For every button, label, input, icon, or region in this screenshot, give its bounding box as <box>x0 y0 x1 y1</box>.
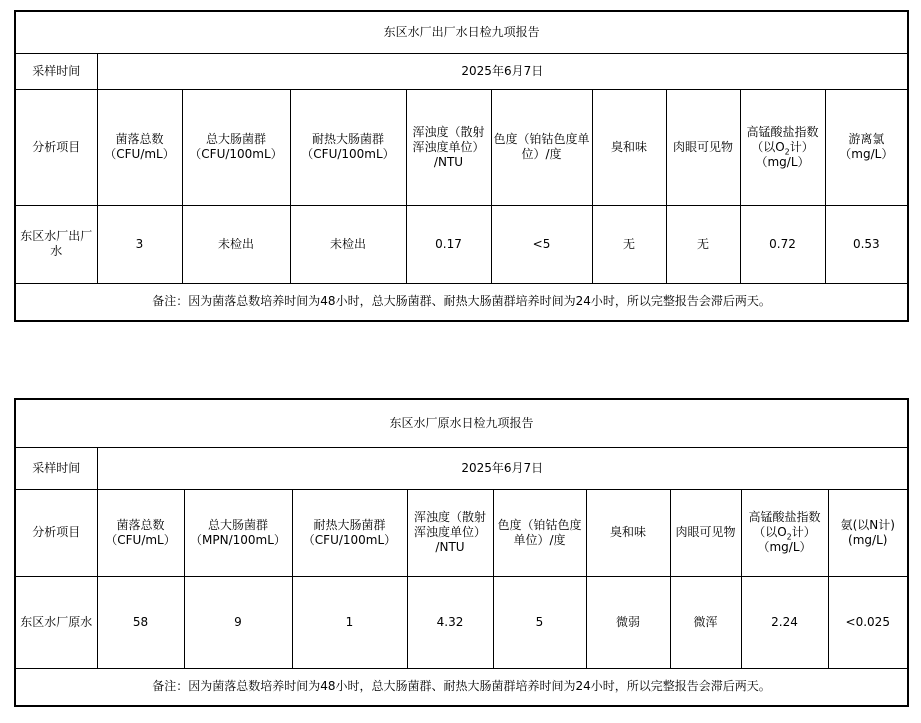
value-total-bacteria: 58 <box>97 576 184 668</box>
value-ammonia-nitrogen: <0.025 <box>828 576 908 668</box>
raw-water-report-table <box>14 398 909 707</box>
report-note: 备注：因为菌落总数培养时间为48小时，总大肠菌群、耐热大肠菌群培养时间为24小时，所以完整报告会滞后两天。 <box>15 283 908 321</box>
sample-name: 东区水厂出厂水 <box>15 205 97 283</box>
value-total-bacteria: 3 <box>97 205 182 283</box>
analysis-item-label: 分析项目 <box>15 89 97 205</box>
value-turbidity: 4.32 <box>407 576 493 668</box>
header-ammonia-nitrogen: 氨(以N计) (mg/L) <box>828 489 908 576</box>
value-chromaticity: 5 <box>493 576 586 668</box>
header-turbidity: 浑浊度（散射浑浊度单位） /NTU <box>406 89 491 205</box>
header-visible-matter: 肉眼可见物 <box>666 89 740 205</box>
sample-name: 东区水厂原水 <box>15 576 97 668</box>
header-thermotolerant-coliforms: 耐热大肠菌群 （CFU/100mL） <box>292 489 407 576</box>
header-thermotolerant-coliforms: 耐热大肠菌群 （CFU/100mL） <box>290 89 406 205</box>
header-total-bacteria: 菌落总数 （CFU/mL） <box>97 489 184 576</box>
sampling-time-label: 采样时间 <box>15 53 97 89</box>
header-permanganate-index: 高锰酸盐指数（以$O_2$计） （mg/L） <box>740 89 825 205</box>
header-chromaticity: 色度（铂钴色度单位）/度 <box>491 89 592 205</box>
sampling-time-label: 采样时间 <box>15 447 97 489</box>
value-visible-matter: 无 <box>666 205 740 283</box>
header-permanganate-index: 高锰酸盐指数（以$O_2$计） （mg/L） <box>741 489 828 576</box>
report-title: 东区水厂原水日检九项报告 <box>15 399 908 447</box>
header-total-coliforms: 总大肠菌群 （MPN/100mL） <box>184 489 292 576</box>
value-permanganate-index: 2.24 <box>741 576 828 668</box>
sampling-date: 2025年6月7日 <box>97 447 908 489</box>
sampling-date: 2025年6月7日 <box>97 53 908 89</box>
value-chromaticity: <5 <box>491 205 592 283</box>
finished-water-report-table <box>14 10 909 322</box>
value-free-chlorine: 0.53 <box>825 205 908 283</box>
header-total-bacteria: 菌落总数 （CFU/mL） <box>97 89 182 205</box>
value-total-coliforms: 未检出 <box>182 205 290 283</box>
analysis-item-label: 分析项目 <box>15 489 97 576</box>
value-thermotolerant-coliforms: 未检出 <box>290 205 406 283</box>
value-total-coliforms: 9 <box>184 576 292 668</box>
header-turbidity: 浑浊度（散射浑浊度单位） /NTU <box>407 489 493 576</box>
value-odor-taste: 微弱 <box>586 576 670 668</box>
header-total-coliforms: 总大肠菌群 （CFU/100mL） <box>182 89 290 205</box>
value-thermotolerant-coliforms: 1 <box>292 576 407 668</box>
value-visible-matter: 微浑 <box>670 576 741 668</box>
header-chromaticity: 色度（铂钴色度单位）/度 <box>493 489 586 576</box>
value-turbidity: 0.17 <box>406 205 491 283</box>
header-visible-matter: 肉眼可见物 <box>670 489 741 576</box>
header-odor-taste: 臭和味 <box>592 89 666 205</box>
header-odor-taste: 臭和味 <box>586 489 670 576</box>
report-title: 东区水厂出厂水日检九项报告 <box>15 11 908 53</box>
value-permanganate-index: 0.72 <box>740 205 825 283</box>
header-free-chlorine: 游离氯 （mg/L） <box>825 89 908 205</box>
report-note: 备注：因为菌落总数培养时间为48小时，总大肠菌群、耐热大肠菌群培养时间为24小时，所以完整报告会滞后两天。 <box>15 668 908 706</box>
value-odor-taste: 无 <box>592 205 666 283</box>
